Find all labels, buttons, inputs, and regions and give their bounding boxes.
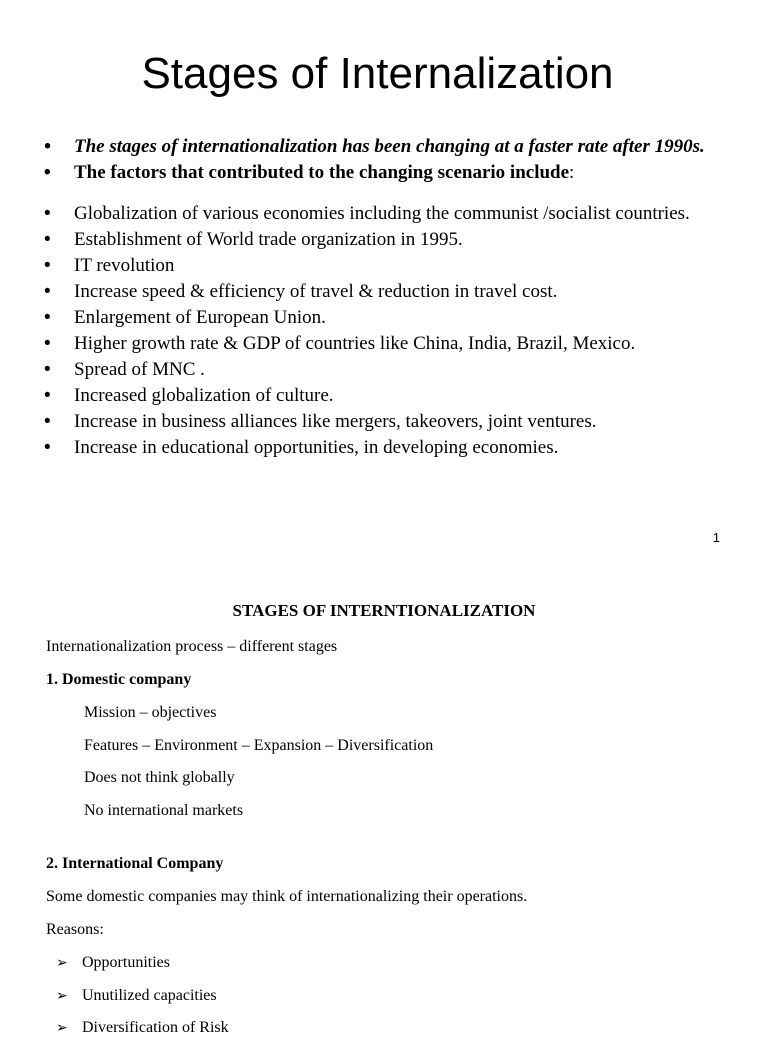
bullet-text: The stages of internationalization has been changing at a faster rate after 1990s. — [74, 136, 705, 157]
bullet-list — [44, 136, 744, 463]
reasons-label: Reasons: — [46, 921, 104, 938]
bullet-icon: • — [44, 333, 51, 354]
bullet-text: Increased globalization of culture. — [74, 385, 334, 406]
arrow-bullet-icon: ➢ — [56, 1020, 68, 1036]
list-item — [44, 411, 744, 432]
list-item: Features – Environment – Expansion – Diversification — [84, 737, 434, 754]
bullet-icon: • — [44, 281, 51, 302]
section-title-international: 2. International Company — [46, 855, 224, 872]
bullet-text: Spread of MNC . — [74, 359, 205, 380]
list-item — [44, 162, 744, 183]
arrow-bullet-icon: ➢ — [56, 988, 68, 1004]
bullet-icon: • — [44, 437, 51, 458]
bullet-icon: • — [44, 203, 51, 224]
list-item: No international markets — [84, 802, 244, 819]
document-intro: Internationalization process – different stages — [46, 638, 338, 655]
list-item — [56, 953, 170, 973]
document-heading: STAGES OF INTERNTIONALIZATION — [232, 601, 536, 620]
bullet-icon: • — [44, 307, 51, 328]
list-item — [44, 307, 744, 328]
bullet-text: Establishment of World trade organization in 1995. — [74, 229, 463, 250]
list-item — [56, 1018, 229, 1038]
list-item — [44, 437, 744, 458]
reason-text: Opportunities — [82, 954, 170, 971]
page-number: 1 — [712, 530, 720, 545]
bullet-icon: • — [44, 136, 51, 157]
list-item — [44, 203, 744, 224]
bullet-icon: • — [44, 162, 51, 183]
bullet-text: The factors that contributed to the changing scenario include — [74, 162, 570, 183]
arrow-bullet-icon: ➢ — [56, 955, 68, 971]
bullet-text: Higher growth rate & GDP of countries like China, India, Brazil, Mexico. — [74, 333, 636, 354]
section-text: Some domestic companies may think of internationalizing their operations. — [46, 888, 528, 905]
list-item — [44, 281, 744, 302]
list-item — [44, 255, 744, 276]
list-item — [44, 333, 744, 354]
bullet-text: Globalization of various economies including the communist /socialist countries. — [74, 203, 690, 224]
list-item: Does not think globally — [84, 769, 235, 786]
list-item — [44, 229, 744, 250]
list-item — [56, 986, 217, 1006]
bullet-icon: • — [44, 255, 51, 276]
list-item — [44, 385, 744, 406]
bullet-icon: • — [44, 385, 51, 406]
bullet-icon: • — [44, 411, 51, 432]
bullet-colon: : — [569, 162, 575, 183]
bullet-text: Increase in educational opportunities, in developing economies. — [74, 437, 559, 458]
section-title-domestic: 1. Domestic company — [46, 671, 192, 688]
bullet-icon: • — [44, 229, 51, 250]
slide-title: Stages of Internalization — [141, 49, 614, 98]
list-item: Mission – objectives — [84, 704, 217, 721]
list-item — [44, 359, 744, 380]
bullet-text: Enlargement of European Union. — [74, 307, 326, 328]
bullet-text: Increase speed & efficiency of travel & reduction in travel cost. — [74, 281, 558, 302]
list-item — [44, 136, 744, 157]
bullet-text: Increase in business alliances like mergers, takeovers, joint ventures. — [74, 411, 597, 432]
reason-text: Unutilized capacities — [82, 987, 217, 1004]
bullet-text: IT revolution — [74, 255, 175, 276]
bullet-icon: • — [44, 359, 51, 380]
reason-text: Diversification of Risk — [82, 1019, 229, 1036]
